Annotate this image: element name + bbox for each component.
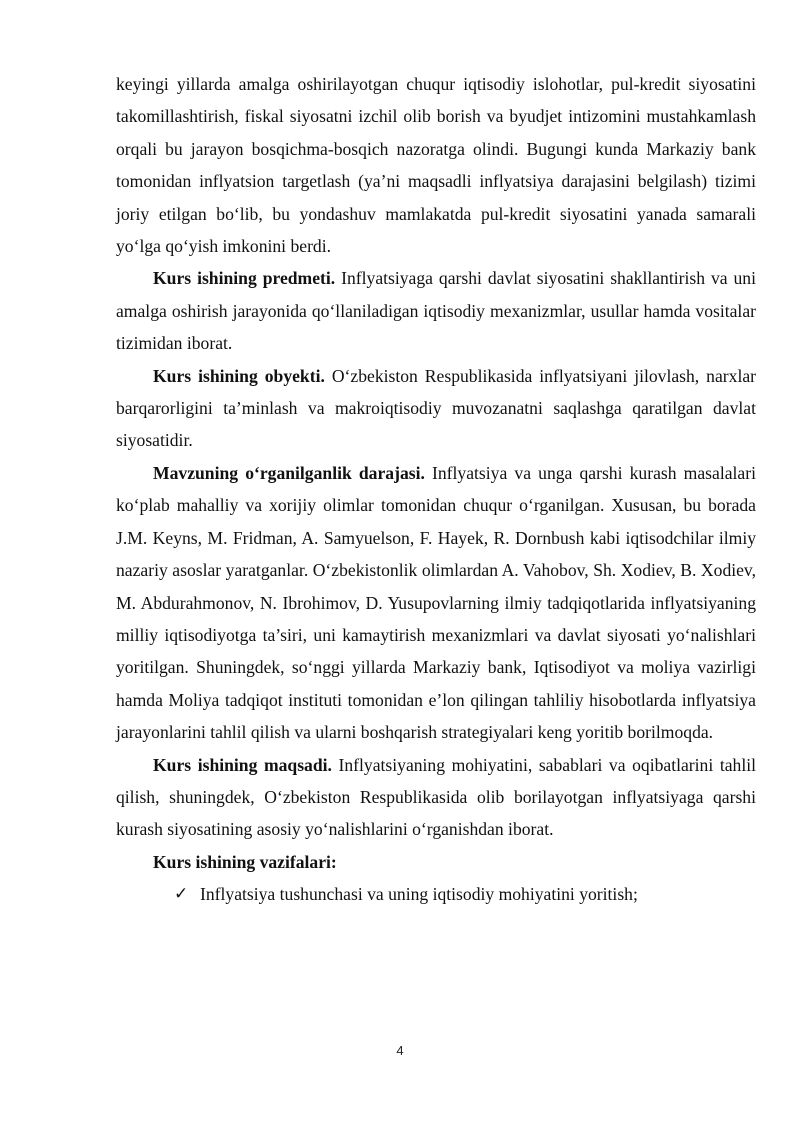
subject-heading: Kurs ishining predmeti. <box>153 268 336 289</box>
list-item <box>174 878 756 910</box>
object-paragraph <box>116 360 756 457</box>
goal-heading: Kurs ishining maqsadi. <box>153 754 332 775</box>
check-icon: ✓ <box>174 884 189 905</box>
subject-text: Inflyatsiyaga qarshi davlat siyosatini shakllantirish va uni amalga oshirish jarayonida qo‘llaniladigan iqtisodiy mexanizmlar, usullar hamda vositalar tizimidan iborat. <box>116 268 756 354</box>
document-page <box>116 68 756 911</box>
tasks-list <box>116 878 756 910</box>
object-text: O‘zbekiston Respublikasida inflyatsiyani jilovlash, narxlar barqarorligini ta’minlash va makroiqtisodiy muvozanatni saqlashga qaratilgan davlat siyosatidir. <box>116 365 756 451</box>
page-number: 4 <box>396 1043 404 1058</box>
intro-paragraph <box>116 68 756 262</box>
object-heading: Kurs ishining obyekti. <box>153 365 325 386</box>
study-level-paragraph <box>116 457 756 749</box>
subject-paragraph <box>116 262 756 359</box>
intro-paragraph-text: keyingi yillarda amalga oshirilayotgan chuqur iqtisodiy islohotlar, pul-kredit siyosatini takomillashtirish, fiskal siyosatni izchil olib borish va byudjet intizomini mustahkamlash orqali bu jarayon bosqichma-bosqich nazoratga olindi. Bugungi kunda Markaziy bank tomonidan inflyatsion targetlash (ya’ni maqsadli inflyatsiya darajasini belgilash) tizimi joriy etilgan bo‘lib, bu yondashuv mamlakatda pul-kredit siyosatini yanada samarali yo‘lga qo‘yish imkonini berdi. <box>116 74 756 257</box>
study-level-heading: Mavzuning o‘rganilganlik darajasi. <box>153 462 425 483</box>
tasks-heading: Kurs ishining vazifalari: <box>153 851 337 872</box>
goal-text: Inflyatsiyaning mohiyatini, sabablari va oqibatlarini tahlil qilish, shuningdek, O‘zbekiston Respublikasida olib borilayotgan inflyatsiyaga qarshi kurash siyosatining asosiy yo‘nalishlarini o‘rganishdan iborat. <box>116 754 756 840</box>
study-level-text: Inflyatsiya va unga qarshi kurash masalalari ko‘plab mahalliy va xorijiy olimlar tomonidan chuqur o‘rganilgan. Xususan, bu borada J.M. Keyns, M. Fridman, A. Samyuelson, F. Hayek, R. Dornbush kabi iqtisodchilar ilmiy nazariy asoslar yaratganlar. O‘zbekistonlik olimlardan A. Vahobov, Sh. Xodiev, B. Xodiev, M. Abdurahmonov, N. Ibrohimov, D. Yusupovlarning ilmiy tadqiqotlarida inflyatsiyaning milliy iqtisodiyotga ta’siri, uni kamaytirish mexanizmlari va davlat siyosati yo‘nalishlari yoritilgan. Shuningdek, so‘nggi yillarda Markaziy bank, Iqtisodiyot va moliya vazirligi hamda Moliya tadqiqot instituti tomonidan e’lon qilingan tahliliy hisobotlarda inflyatsiya jarayonlarini tahlil qilish va ularni boshqarish strategiyalari keng yoritib borilmoqda. <box>116 462 756 743</box>
goal-paragraph <box>116 749 756 846</box>
task-text: Inflyatsiya tushunchasi va uning iqtisodiy mohiyatini yoritish; <box>200 884 638 905</box>
